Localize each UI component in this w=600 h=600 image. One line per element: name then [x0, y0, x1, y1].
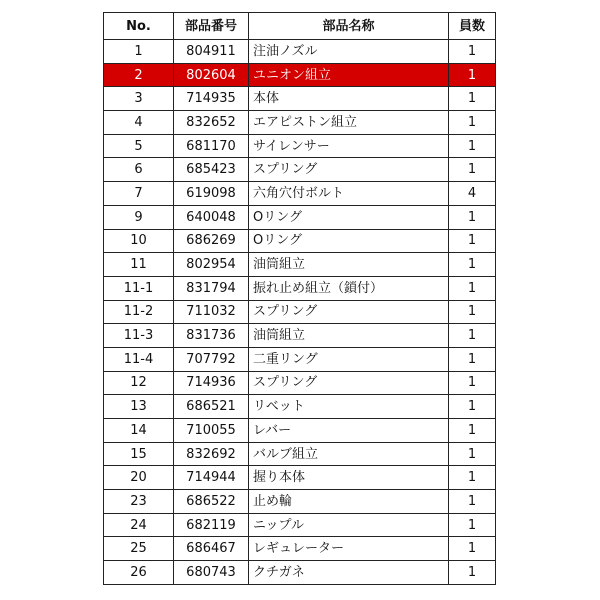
row-quantity: 1	[449, 134, 496, 158]
table-row	[104, 490, 496, 514]
row-part-name: エアピストン組立	[249, 111, 449, 135]
row-part-number: 686269	[174, 229, 249, 253]
parts-table-header	[104, 13, 496, 40]
row-part-name: 止め輪	[249, 490, 449, 514]
row-no: 14	[104, 419, 174, 443]
row-no: 11-3	[104, 324, 174, 348]
row-quantity: 4	[449, 182, 496, 206]
row-quantity: 1	[449, 395, 496, 419]
row-part-number: 802604	[174, 63, 249, 87]
row-quantity: 1	[449, 466, 496, 490]
row-part-name: 振れ止め組立（鎖付）	[249, 276, 449, 300]
row-part-number: 831794	[174, 276, 249, 300]
row-part-number: 832692	[174, 442, 249, 466]
row-part-number: 640048	[174, 205, 249, 229]
table-row	[104, 87, 496, 111]
row-part-name: 二重リング	[249, 347, 449, 371]
row-quantity: 1	[449, 111, 496, 135]
row-part-name: ユニオン組立	[249, 63, 449, 87]
table-row	[104, 63, 496, 87]
table-row	[104, 40, 496, 64]
row-no: 7	[104, 182, 174, 206]
header-part-number: 部品番号	[174, 13, 249, 40]
row-part-name: スプリング	[249, 300, 449, 324]
row-no: 3	[104, 87, 174, 111]
header-row	[104, 13, 496, 40]
row-part-name: 注油ノズル	[249, 40, 449, 64]
table-row	[104, 371, 496, 395]
table-row	[104, 561, 496, 585]
table-row	[104, 111, 496, 135]
table-row	[104, 300, 496, 324]
row-part-name: 油筒組立	[249, 253, 449, 277]
row-quantity: 1	[449, 561, 496, 585]
row-quantity: 1	[449, 490, 496, 514]
row-no: 26	[104, 561, 174, 585]
row-no: 2	[104, 63, 174, 87]
row-no: 11-1	[104, 276, 174, 300]
row-part-number: 686522	[174, 490, 249, 514]
row-no: 11	[104, 253, 174, 277]
table-row	[104, 324, 496, 348]
row-part-name: レギュレーター	[249, 537, 449, 561]
row-part-number: 710055	[174, 419, 249, 443]
row-quantity: 1	[449, 158, 496, 182]
row-part-name: バルブ組立	[249, 442, 449, 466]
row-part-number: 686521	[174, 395, 249, 419]
row-no: 9	[104, 205, 174, 229]
row-part-name: 本体	[249, 87, 449, 111]
row-no: 11-4	[104, 347, 174, 371]
row-quantity: 1	[449, 324, 496, 348]
row-no: 13	[104, 395, 174, 419]
row-no: 10	[104, 229, 174, 253]
table-row	[104, 205, 496, 229]
header-quantity: 員数	[449, 13, 496, 40]
row-quantity: 1	[449, 371, 496, 395]
row-no: 15	[104, 442, 174, 466]
table-row	[104, 442, 496, 466]
row-part-name: ニップル	[249, 513, 449, 537]
row-part-number: 682119	[174, 513, 249, 537]
row-part-name: レバー	[249, 419, 449, 443]
header-part-name: 部品名称	[249, 13, 449, 40]
row-part-number: 804911	[174, 40, 249, 64]
row-part-number: 685423	[174, 158, 249, 182]
row-no: 1	[104, 40, 174, 64]
row-no: 25	[104, 537, 174, 561]
table-row	[104, 158, 496, 182]
row-no: 12	[104, 371, 174, 395]
row-part-name: リベット	[249, 395, 449, 419]
row-part-number: 686467	[174, 537, 249, 561]
table-row	[104, 347, 496, 371]
table-row	[104, 537, 496, 561]
row-no: 4	[104, 111, 174, 135]
row-part-name: 油筒組立	[249, 324, 449, 348]
row-part-name: サイレンサー	[249, 134, 449, 158]
row-part-number: 832652	[174, 111, 249, 135]
table-row	[104, 182, 496, 206]
row-part-number: 831736	[174, 324, 249, 348]
row-part-name: クチガネ	[249, 561, 449, 585]
row-quantity: 1	[449, 347, 496, 371]
row-no: 6	[104, 158, 174, 182]
row-quantity: 1	[449, 300, 496, 324]
row-part-name: 六角穴付ボルト	[249, 182, 449, 206]
row-part-number: 711032	[174, 300, 249, 324]
row-quantity: 1	[449, 442, 496, 466]
parts-list-sheet	[103, 12, 495, 585]
table-row	[104, 229, 496, 253]
table-row	[104, 276, 496, 300]
row-quantity: 1	[449, 419, 496, 443]
table-row	[104, 419, 496, 443]
row-part-number: 707792	[174, 347, 249, 371]
row-part-name: 握り本体	[249, 466, 449, 490]
row-part-number: 681170	[174, 134, 249, 158]
row-quantity: 1	[449, 87, 496, 111]
row-part-number: 714936	[174, 371, 249, 395]
row-part-number: 802954	[174, 253, 249, 277]
table-row	[104, 134, 496, 158]
row-part-name: Oリング	[249, 205, 449, 229]
row-part-number: 714935	[174, 87, 249, 111]
row-no: 23	[104, 490, 174, 514]
row-part-number: 714944	[174, 466, 249, 490]
row-part-name: スプリング	[249, 371, 449, 395]
parts-table	[103, 12, 496, 585]
row-quantity: 1	[449, 513, 496, 537]
table-row	[104, 513, 496, 537]
row-no: 11-2	[104, 300, 174, 324]
row-quantity: 1	[449, 40, 496, 64]
table-row	[104, 253, 496, 277]
row-no: 24	[104, 513, 174, 537]
row-quantity: 1	[449, 253, 496, 277]
row-quantity: 1	[449, 276, 496, 300]
row-quantity: 1	[449, 229, 496, 253]
row-no: 20	[104, 466, 174, 490]
row-part-number: 680743	[174, 561, 249, 585]
row-quantity: 1	[449, 205, 496, 229]
row-no: 5	[104, 134, 174, 158]
header-no: No.	[104, 13, 174, 40]
row-part-name: Oリング	[249, 229, 449, 253]
row-quantity: 1	[449, 537, 496, 561]
parts-table-body	[104, 40, 496, 585]
row-part-name: スプリング	[249, 158, 449, 182]
table-row	[104, 466, 496, 490]
row-part-number: 619098	[174, 182, 249, 206]
row-quantity: 1	[449, 63, 496, 87]
table-row	[104, 395, 496, 419]
